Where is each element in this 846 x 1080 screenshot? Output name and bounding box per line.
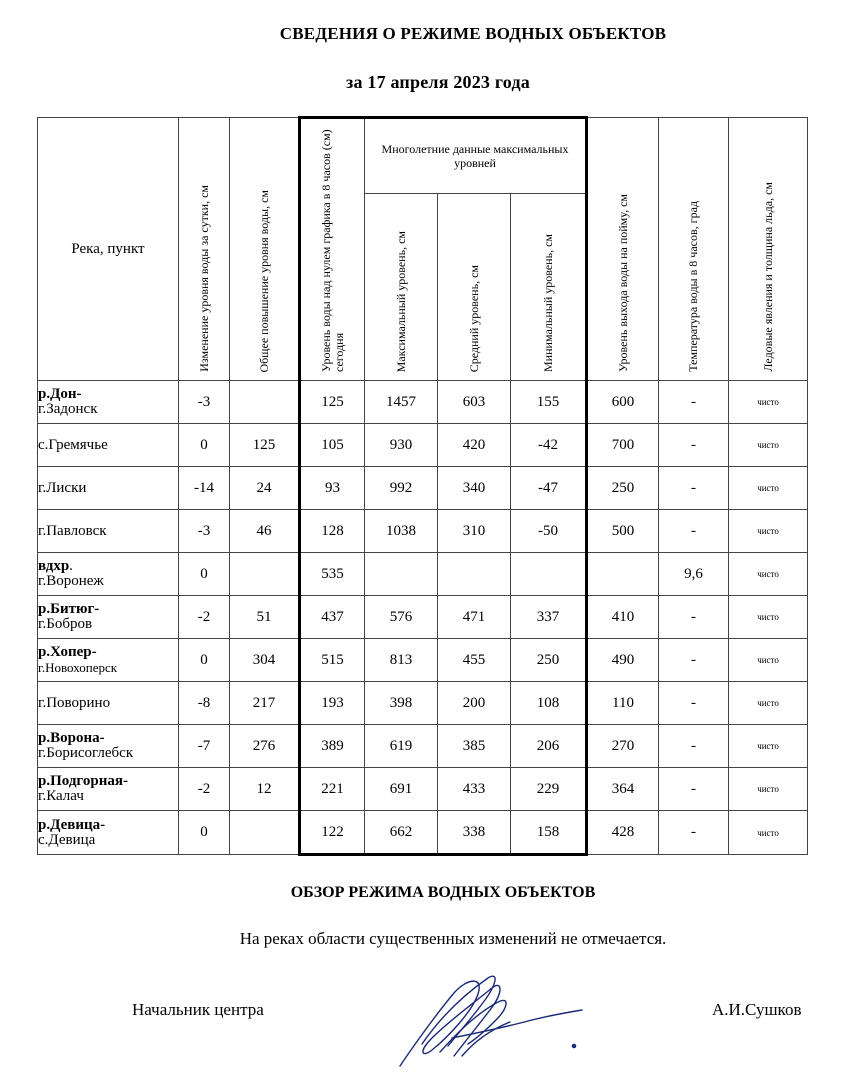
change-cell: -3 bbox=[179, 510, 230, 553]
table-row bbox=[38, 510, 808, 553]
max-cell: 398 bbox=[365, 682, 438, 725]
ice-cell: чисто bbox=[729, 553, 808, 596]
level-cell: 93 bbox=[300, 467, 365, 510]
flood-cell: 250 bbox=[587, 467, 659, 510]
flood-cell: 270 bbox=[587, 725, 659, 768]
total-rise-cell: 125 bbox=[230, 424, 300, 467]
flood-cell: 500 bbox=[587, 510, 659, 553]
min-cell: 250 bbox=[511, 639, 587, 682]
mean-cell: 433 bbox=[438, 768, 511, 811]
level-cell: 535 bbox=[300, 553, 365, 596]
max-cell: 662 bbox=[365, 811, 438, 855]
header-level: Уровень воды над нулем графика в 8 часов (см) сегодня bbox=[300, 118, 365, 381]
signer-position: Начальник центра bbox=[132, 1000, 264, 1019]
change-cell: -14 bbox=[179, 467, 230, 510]
flood-cell: 490 bbox=[587, 639, 659, 682]
mean-cell: 338 bbox=[438, 811, 511, 855]
mean-cell: 385 bbox=[438, 725, 511, 768]
min-cell: 158 bbox=[511, 811, 587, 855]
table-row bbox=[38, 639, 808, 682]
table-row bbox=[38, 768, 808, 811]
level-cell: 515 bbox=[300, 639, 365, 682]
change-cell: 0 bbox=[179, 639, 230, 682]
ice-cell: чисто bbox=[729, 424, 808, 467]
table-row bbox=[38, 596, 808, 639]
table-row bbox=[38, 682, 808, 725]
level-cell: 221 bbox=[300, 768, 365, 811]
temp-cell: - bbox=[659, 639, 729, 682]
river-point-cell: г.Лиски bbox=[38, 467, 179, 510]
change-cell: -8 bbox=[179, 682, 230, 725]
min-cell: -42 bbox=[511, 424, 587, 467]
total-rise-cell: 304 bbox=[230, 639, 300, 682]
document-title: СВЕДЕНИЯ О РЕЖИМЕ ВОДНЫХ ОБЪЕКТОВ bbox=[279, 24, 667, 43]
temp-cell: - bbox=[659, 467, 729, 510]
max-cell: 576 bbox=[365, 596, 438, 639]
min-cell bbox=[511, 553, 587, 596]
min-cell: 155 bbox=[511, 381, 587, 424]
mean-cell: 471 bbox=[438, 596, 511, 639]
mean-cell: 603 bbox=[438, 381, 511, 424]
flood-cell: 700 bbox=[587, 424, 659, 467]
ice-cell: чисто bbox=[729, 682, 808, 725]
header-ice: Ледовые явления и толщина льда, см bbox=[729, 118, 808, 381]
total-rise-cell: 12 bbox=[230, 768, 300, 811]
level-cell: 193 bbox=[300, 682, 365, 725]
temp-cell: - bbox=[659, 510, 729, 553]
header-temp: Температура воды в 8 часов, град bbox=[659, 118, 729, 381]
table-row bbox=[38, 725, 808, 768]
total-rise-cell bbox=[230, 381, 300, 424]
header-min: Минимальный уровень, см bbox=[511, 194, 587, 381]
flood-cell: 428 bbox=[587, 811, 659, 855]
flood-cell: 110 bbox=[587, 682, 659, 725]
ice-cell: чисто bbox=[729, 381, 808, 424]
total-rise-cell bbox=[230, 811, 300, 855]
max-cell: 813 bbox=[365, 639, 438, 682]
change-cell: -3 bbox=[179, 381, 230, 424]
mean-cell: 455 bbox=[438, 639, 511, 682]
water-regime-table bbox=[37, 116, 808, 856]
total-rise-cell: 51 bbox=[230, 596, 300, 639]
total-rise-cell: 24 bbox=[230, 467, 300, 510]
level-cell: 105 bbox=[300, 424, 365, 467]
max-cell: 1038 bbox=[365, 510, 438, 553]
ice-cell: чисто bbox=[729, 467, 808, 510]
mean-cell bbox=[438, 553, 511, 596]
change-cell: 0 bbox=[179, 424, 230, 467]
flood-cell bbox=[587, 553, 659, 596]
flood-cell: 410 bbox=[587, 596, 659, 639]
min-cell: -47 bbox=[511, 467, 587, 510]
ice-cell: чисто bbox=[729, 768, 808, 811]
temp-cell: - bbox=[659, 596, 729, 639]
header-multiyear: Многолетние данные максимальных уровней bbox=[365, 118, 587, 194]
min-cell: -50 bbox=[511, 510, 587, 553]
flood-cell: 364 bbox=[587, 768, 659, 811]
min-cell: 206 bbox=[511, 725, 587, 768]
ice-cell: чисто bbox=[729, 639, 808, 682]
temp-cell: - bbox=[659, 381, 729, 424]
header-river: Река, пункт bbox=[38, 118, 179, 381]
river-point-cell: г.Павловск bbox=[38, 510, 179, 553]
mean-cell: 310 bbox=[438, 510, 511, 553]
report-date: за 17 апреля 2023 года bbox=[346, 72, 530, 92]
total-rise-cell bbox=[230, 553, 300, 596]
change-cell: -2 bbox=[179, 596, 230, 639]
min-cell: 108 bbox=[511, 682, 587, 725]
overview-title: ОБЗОР РЕЖИМА ВОДНЫХ ОБЪЕКТОВ bbox=[290, 884, 596, 901]
change-cell: 0 bbox=[179, 553, 230, 596]
table-row bbox=[38, 424, 808, 467]
table-row bbox=[38, 811, 808, 855]
signer-name: А.И.Сушков bbox=[712, 1000, 802, 1019]
temp-cell: - bbox=[659, 424, 729, 467]
max-cell: 619 bbox=[365, 725, 438, 768]
river-point-cell: вдхр. г.Воронеж bbox=[38, 553, 179, 596]
river-point-cell: р.Битюг- г.Бобров bbox=[38, 596, 179, 639]
temp-cell: - bbox=[659, 768, 729, 811]
header-mean: Средний уровень, см bbox=[438, 194, 511, 381]
overview-text: На реках области существенных изменений не отмечается. bbox=[239, 929, 667, 948]
ice-cell: чисто bbox=[729, 596, 808, 639]
temp-cell: - bbox=[659, 811, 729, 855]
max-cell: 1457 bbox=[365, 381, 438, 424]
river-point-cell: с.Гремячье bbox=[38, 424, 179, 467]
level-cell: 389 bbox=[300, 725, 365, 768]
temp-cell: 9,6 bbox=[659, 553, 729, 596]
river-point-cell: г.Поворино bbox=[38, 682, 179, 725]
level-cell: 122 bbox=[300, 811, 365, 855]
header-max: Максимальный уровень, см bbox=[365, 194, 438, 381]
handwritten-signature bbox=[392, 968, 592, 1073]
change-cell: -2 bbox=[179, 768, 230, 811]
header-flood: Уровень выхода воды на пойму, см bbox=[587, 118, 659, 381]
flood-cell: 600 bbox=[587, 381, 659, 424]
table-row bbox=[38, 553, 808, 596]
total-rise-cell: 276 bbox=[230, 725, 300, 768]
table-row bbox=[38, 381, 808, 424]
ice-cell: чисто bbox=[729, 510, 808, 553]
ice-cell: чисто bbox=[729, 811, 808, 855]
river-point-cell: р.Ворона- г.Борисоглебск bbox=[38, 725, 179, 768]
total-rise-cell: 217 bbox=[230, 682, 300, 725]
table-row bbox=[38, 467, 808, 510]
max-cell: 691 bbox=[365, 768, 438, 811]
river-point-cell: р.Дон- г.Задонск bbox=[38, 381, 179, 424]
mean-cell: 200 bbox=[438, 682, 511, 725]
river-point-cell: р.Подгорная- г.Калач bbox=[38, 768, 179, 811]
min-cell: 229 bbox=[511, 768, 587, 811]
level-cell: 128 bbox=[300, 510, 365, 553]
max-cell: 992 bbox=[365, 467, 438, 510]
level-cell: 125 bbox=[300, 381, 365, 424]
river-point-cell: р.Девица- с.Девица bbox=[38, 811, 179, 855]
change-cell: -7 bbox=[179, 725, 230, 768]
ice-cell: чисто bbox=[729, 725, 808, 768]
river-point-cell: р.Хопер- г.Новохоперск bbox=[38, 639, 179, 682]
mean-cell: 340 bbox=[438, 467, 511, 510]
temp-cell: - bbox=[659, 682, 729, 725]
header-total-rise: Общее повышение уровня воды, см bbox=[230, 118, 300, 381]
mean-cell: 420 bbox=[438, 424, 511, 467]
min-cell: 337 bbox=[511, 596, 587, 639]
header-change: Изменение уровня воды за сутки, см bbox=[179, 118, 230, 381]
level-cell: 437 bbox=[300, 596, 365, 639]
max-cell bbox=[365, 553, 438, 596]
change-cell: 0 bbox=[179, 811, 230, 855]
total-rise-cell: 46 bbox=[230, 510, 300, 553]
temp-cell: - bbox=[659, 725, 729, 768]
max-cell: 930 bbox=[365, 424, 438, 467]
